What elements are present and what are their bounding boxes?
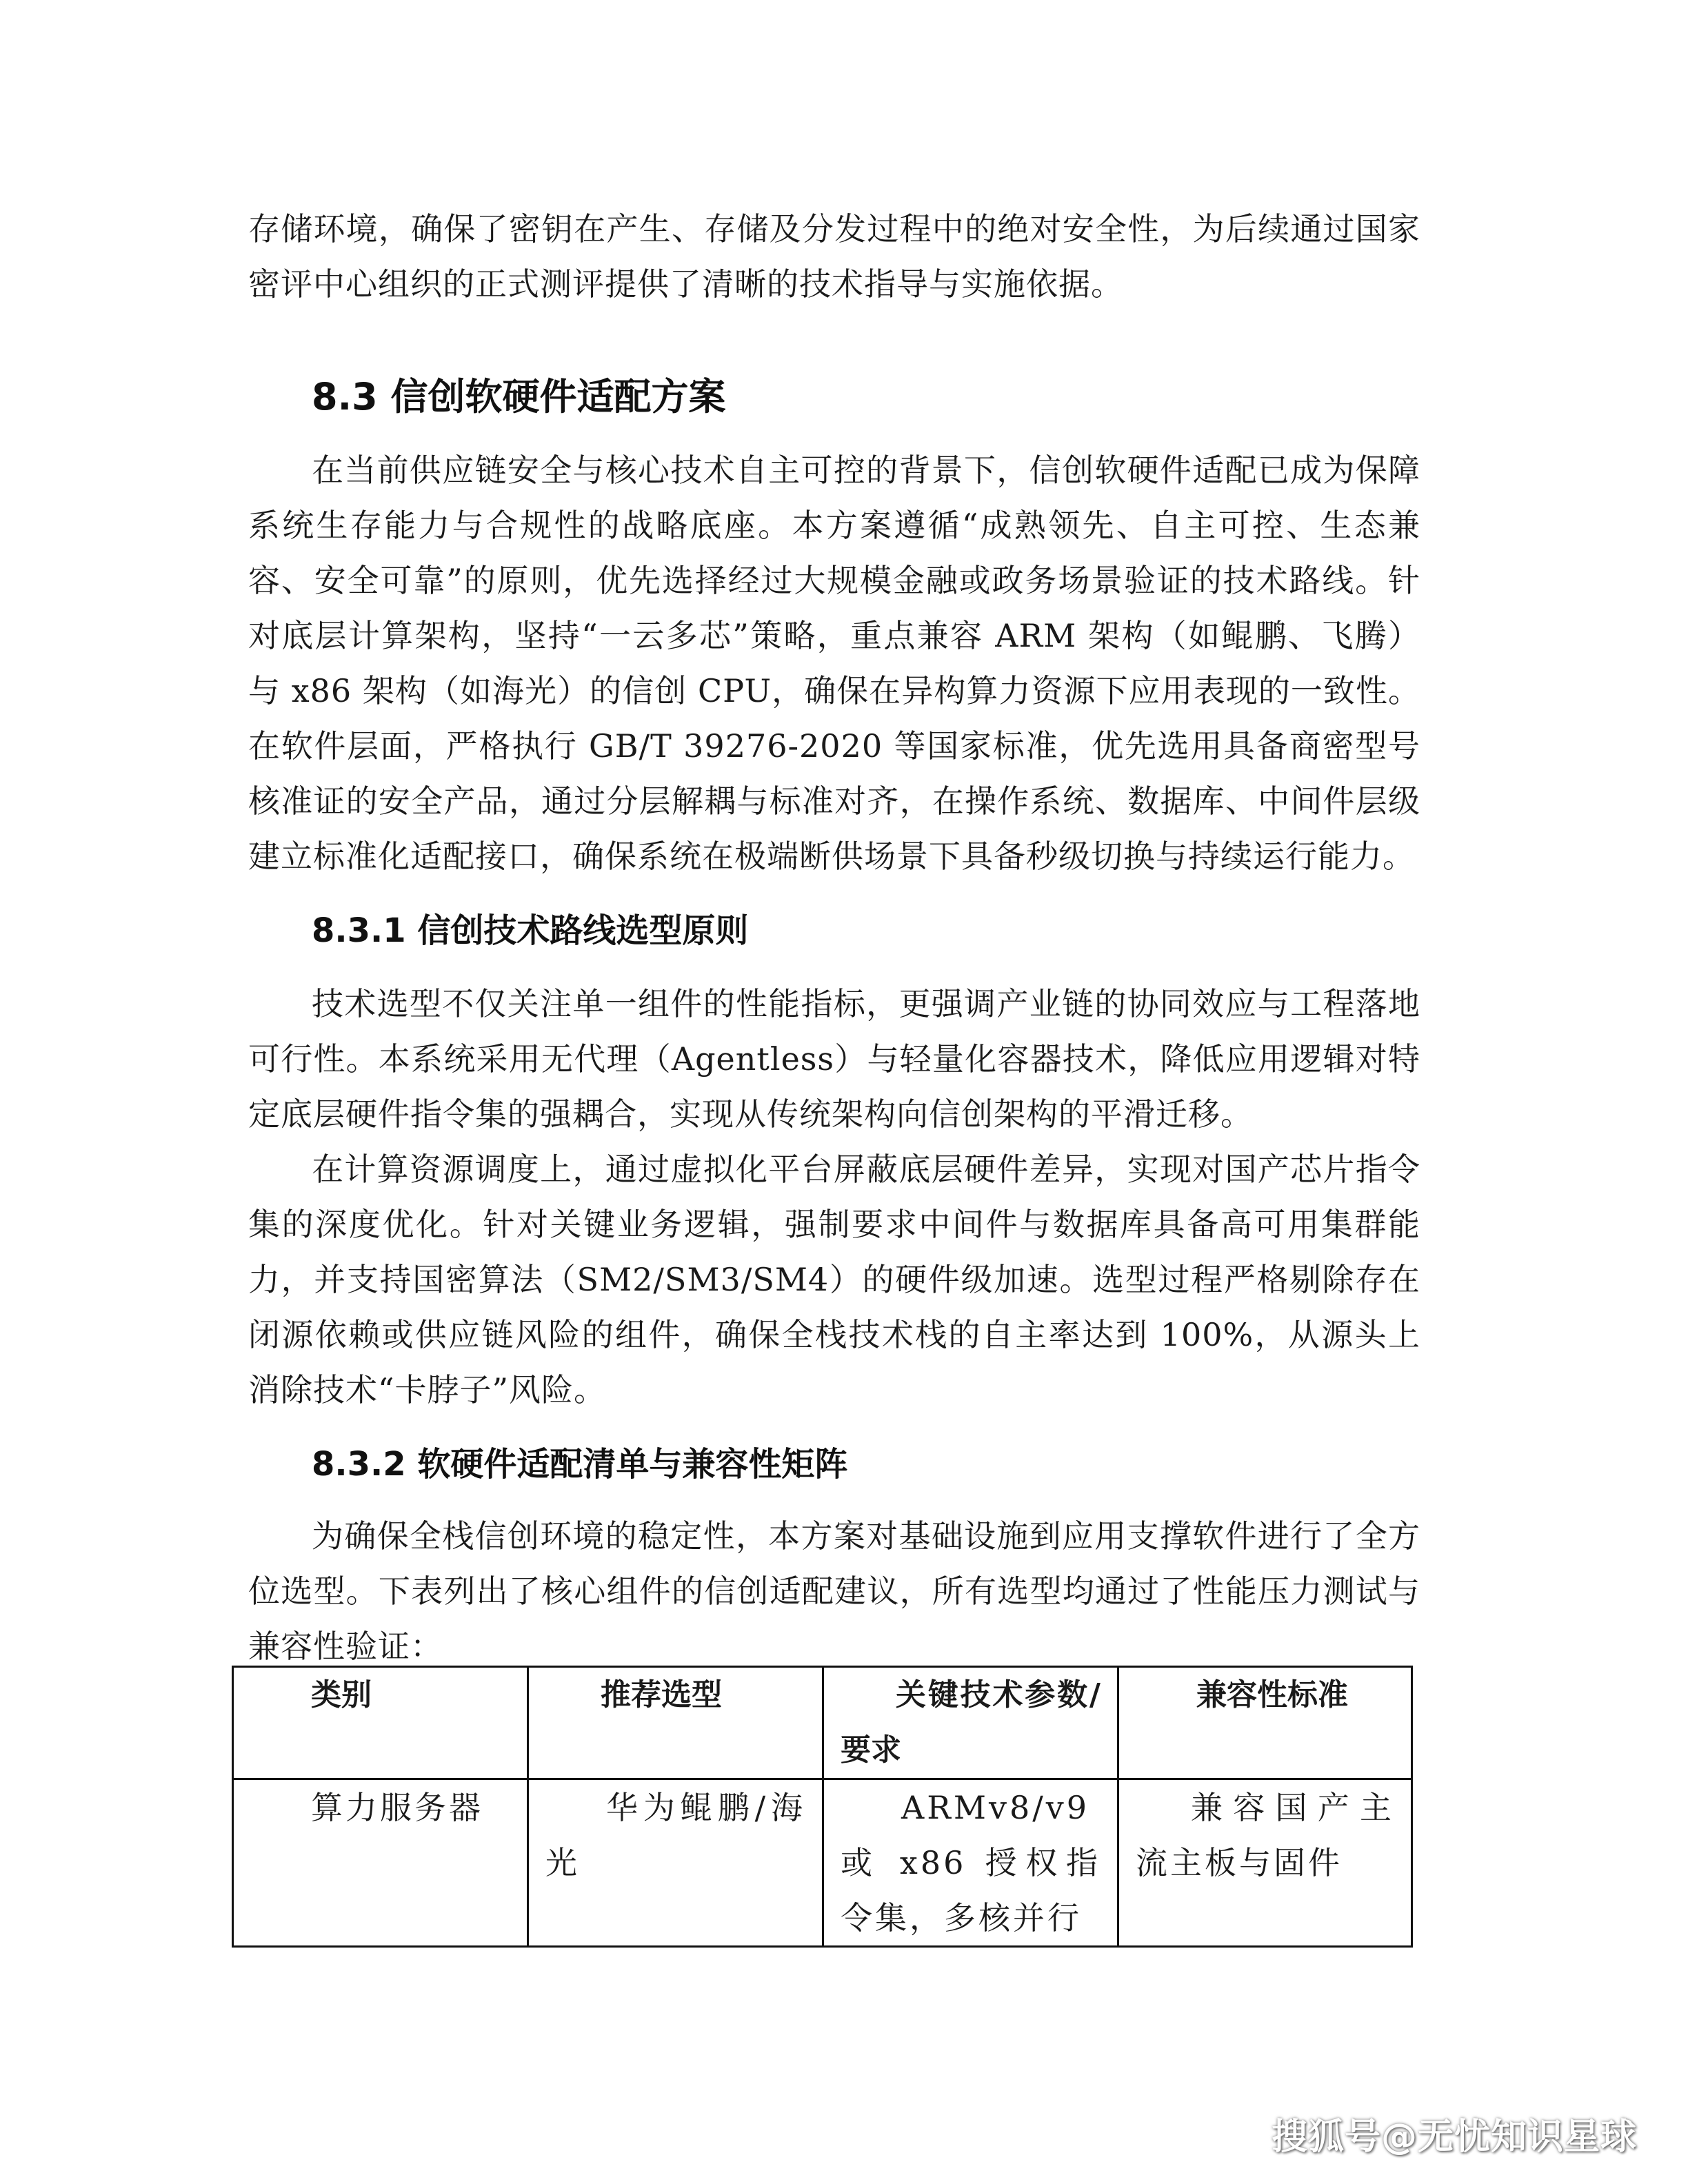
section-8-3-1-title: 8.3.1 信创技术路线选型原则	[312, 911, 749, 950]
intro-paragraph: 存储环境，确保了密钥在产生、存储及分发过程中的绝对安全性，为后续通过国家密评中心组织的正式测评提供了清晰的技术指导与实施依据。	[248, 210, 1420, 303]
cell-parameters: ARMv8/v9 或 x86 授权指令集，多核并行	[823, 1779, 1118, 1947]
cell-compatibility: 兼容国产主流主板与固件	[1118, 1779, 1412, 1947]
cell-category: 算力服务器	[233, 1779, 528, 1947]
table-row	[233, 1779, 1412, 1947]
section-8-3-1-paragraph-1: 技术选型不仅关注单一组件的性能指标，更强调产业链的协同效应与工程落地可行性。本系统采用无代理（Agentless）与轻量化容器技术，降低应用逻辑对特定底层硬件指令集的强耦合，实现从传统架构向信创架构的平滑迁移。	[248, 985, 1420, 1133]
section-8-3-2-paragraph: 为确保全栈信创环境的稳定性，本方案对基础设施到应用支撑软件进行了全方位选型。下表列出了核心组件的信创适配建议，所有选型均通过了性能压力测试与兼容性验证：	[248, 1517, 1420, 1665]
header-compatibility: 兼容性标准	[1118, 1667, 1412, 1779]
header-recommendation: 推荐选型	[528, 1667, 823, 1779]
table-header-row	[233, 1667, 1412, 1779]
header-category: 类别	[233, 1667, 528, 1779]
section-8-3-1-paragraph-2: 在计算资源调度上，通过虚拟化平台屏蔽底层硬件差异，实现对国产芯片指令集的深度优化。针对关键业务逻辑，强制要求中间件与数据库具备高可用集群能力，并支持国密算法（SM2/SM3/SM4）的硬件级加速。选型过程严格剔除存在闭源依赖或供应链风险的组件，确保全栈技术栈的自主率达到 100%，从源头上消除技术“卡脖子”风险。	[248, 1151, 1420, 1408]
watermark: 搜狐号@无忧知识星球	[1271, 2116, 1637, 2158]
compatibility-matrix-table	[232, 1666, 1413, 1948]
section-8-3-paragraph: 在当前供应链安全与核心技术自主可控的背景下，信创软硬件适配已成为保障系统生存能力与合规性的战略底座。本方案遵循“成熟领先、自主可控、生态兼容、安全可靠”的原则，优先选择经过大规模金融或政务场景验证的技术路线。针对底层计算架构，坚持“一云多芯”策略，重点兼容 ARM 架构（如鲲鹏、飞腾）与 x86 架构（如海光）的信创 CPU，确保在异构算力资源下应用表现的一致性。在软件层面，严格执行 GB/T 39276-2020 等国家标准，优先选用具备商密型号核准证的安全产品，通过分层解耦与标准对齐，在操作系统、数据库、中间件层级建立标准化适配接口，确保系统在极端断供场景下具备秒级切换与持续运行能力。	[248, 452, 1420, 875]
cell-recommendation: 华为鲲鹏/海光	[528, 1779, 823, 1947]
header-parameters: 关键技术参数/要求	[823, 1667, 1118, 1779]
section-8-3-2-title: 8.3.2 软硬件适配清单与兼容性矩阵	[312, 1445, 848, 1484]
section-8-3-title: 8.3 信创软硬件适配方案	[312, 375, 726, 418]
